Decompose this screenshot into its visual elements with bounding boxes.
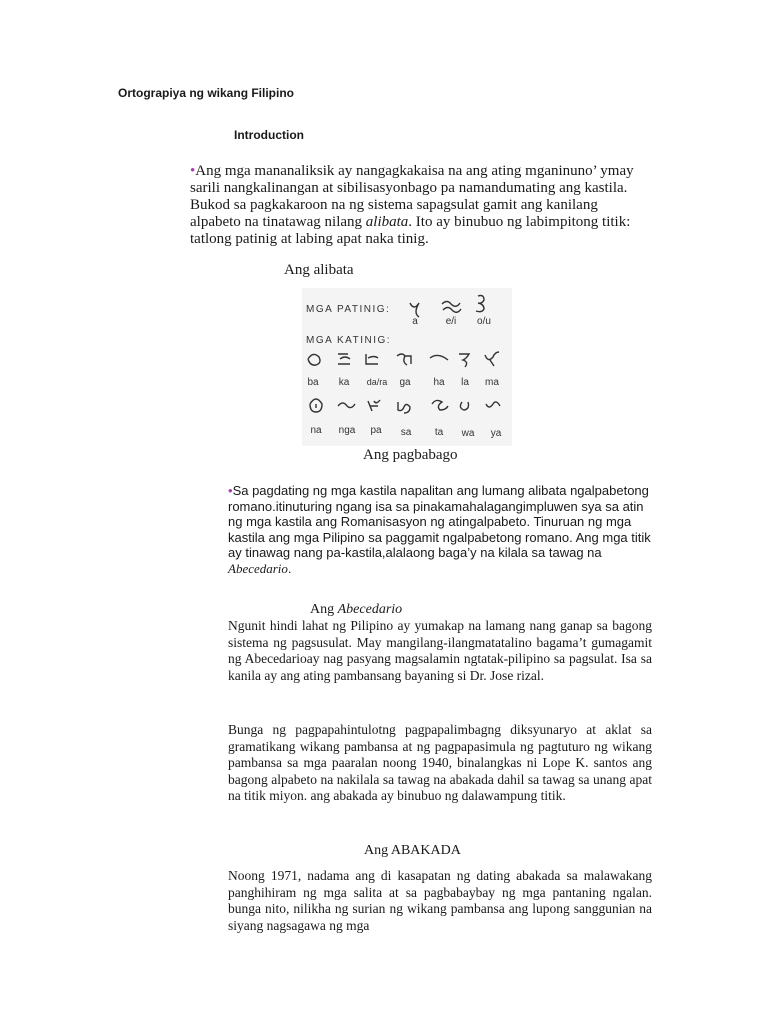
katinig-label: MGA KATINIG:: [306, 335, 392, 346]
introduction-paragraph: [190, 163, 650, 248]
alibata-term: alibata: [365, 214, 409, 230]
paragraph-text: Ang mga mananaliksik ay nangagkakaisa na ang ating mganinuno’ ymay sarili nangkalinangan at sibilisasyonbago pa namandumating ang kastila. Bukod sa pagkakaroon na ng sistema sapagsulat gamit ang kanilang alpabeto na tinatawag nilang: [190, 163, 634, 230]
introduction-heading: Introduction: [234, 128, 304, 142]
abecedario-term: Abecedario: [228, 560, 288, 576]
abecedario-heading: [310, 602, 402, 618]
patinig-label: MGA PATINIG:: [306, 304, 391, 315]
noong-paragraph: Noong 1971, nadama ang di kasapatan ng dating abakada sa malawakang panghihiram ng mga salita at sa pagbabaybay ng mga pantaning ngalan. bunga nito, nilikha ng surian ng wikang pambansa ang lupong sanggunian na siyang nagsagawa ng mga: [228, 868, 652, 933]
abakada-heading: Ang ABAKADA: [364, 843, 461, 858]
paragraph-text: .: [287, 560, 292, 576]
katinig-value: la: [461, 377, 469, 388]
paragraph-text: . Ito ay binubuo ng labimpitong titik: tatlong patinig at labing apat naka tinig.: [190, 214, 631, 247]
patinig-value-a: a: [412, 316, 418, 327]
alibata-script-figure: [302, 288, 512, 446]
bunga-paragraph: Bunga ng pagpapahintulotng pagpapalimbagng diksyunaryo at aklat sa gramatikang wikang pambansa at ng pagpapasimula ng pagtuturo ng wikang pambansa sa mga paaralan noong 1940, binalangkas ni Lope K. santos ang bagong alpabeto na nakilala sa tawag na abakada dahil sa tawag sa unang apat na titik miyon. ang abakada ay binubuo ng dalawampung titik.: [228, 722, 652, 803]
katinig-value: pa: [370, 425, 382, 436]
katinig-value: da/ra: [366, 377, 388, 387]
alibata-script-drawing: [302, 288, 512, 446]
heading-italic: Abecedario: [337, 602, 403, 617]
patinig-value-e-i: e/i: [445, 316, 457, 327]
katinig-value: ma: [485, 377, 499, 388]
katinig-value: nga: [338, 425, 356, 436]
katinig-value: sa: [400, 427, 412, 438]
katinig-value: na: [310, 425, 322, 436]
katinig-value: ka: [338, 377, 350, 388]
katinig-value: wa: [461, 428, 475, 439]
abecedario-paragraph: Ngunit hindi lahat ng Pilipino ay yumakap na lamang nang ganap sa bagong sistema ng pagsusulat. May mangilang-ilangmatatalino bagama’t gumagamit ng Abecedarioay nag pasyang magsalamin ngtatak-pilipino sa pagsulat. Isa sa kanila ay ang ating pambansang bayaning si Dr. Jose rizal.: [228, 618, 652, 683]
bullet-icon: •: [190, 163, 196, 179]
alibata-caption: Ang alibata: [284, 262, 354, 278]
bullet-icon: •: [228, 483, 233, 498]
heading-prefix: Ang: [310, 602, 338, 617]
katinig-value: ta: [434, 427, 444, 438]
document-title: Ortograpiya ng wikang Filipino: [118, 86, 295, 100]
paragraph-text: Sa pagdating ng mga kastila napalitan ang lumang alibata ngalpabetong romano.itinuturing ngang isa sa pinakamahalagangimpluwen sya sa atin ng mga kastila ang Romanisasyon ng atingalpabeto. Tinuruan ng mga kastila ang mga Pilipino sa paggamit ngalpabetong romano. Ang mga titik ay tinawag nang pa-kastila,alalaong baga’y na kilala sa tawag na: [228, 483, 651, 560]
patinig-value-o-u: o/u: [477, 316, 491, 327]
pagbabago-paragraph: [228, 483, 652, 576]
pagbabago-caption: Ang pagbabago: [363, 447, 458, 463]
katinig-value: ya: [490, 428, 502, 439]
katinig-value: ha: [433, 377, 445, 388]
katinig-value: ba: [307, 377, 319, 388]
katinig-value: ga: [399, 377, 411, 388]
